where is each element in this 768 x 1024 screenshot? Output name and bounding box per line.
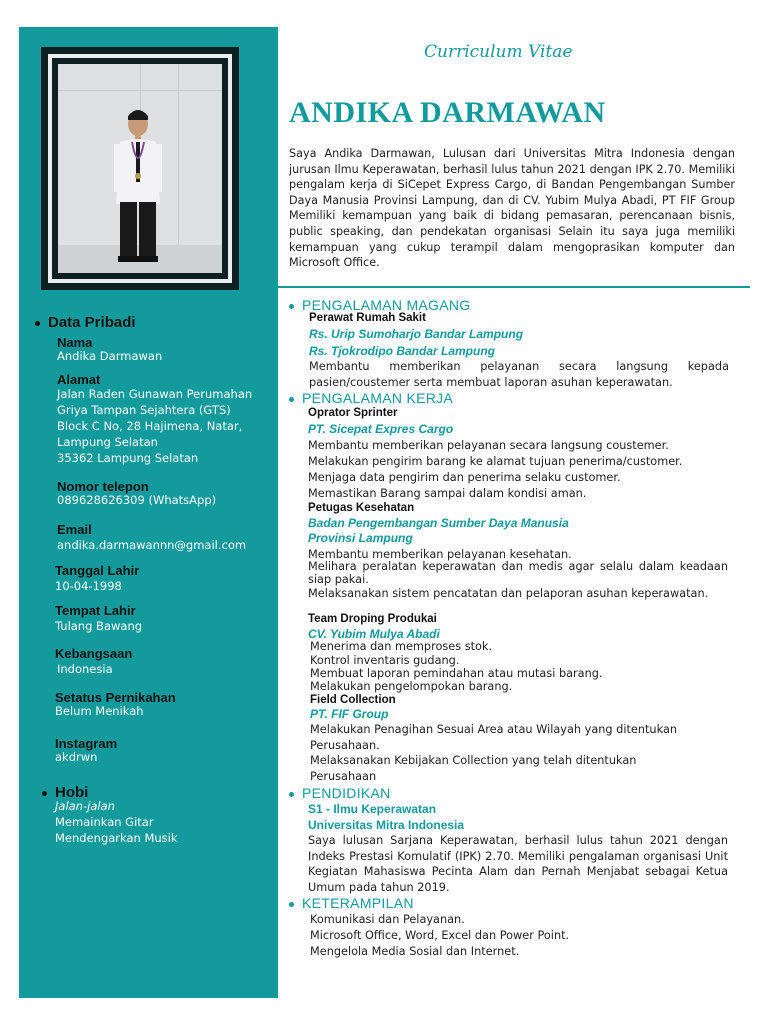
job-duty: Membantu memberikan pelayanan secara langsung coustemer. — [308, 439, 669, 452]
birthdate-label: Tanggal Lahir — [55, 563, 140, 578]
phone-value: 089628626309 (WhatsApp) — [57, 493, 217, 507]
address-line: Lampung Selatan — [57, 435, 158, 449]
education-description: Saya lulusan Sarjana Keperawatan, berhasil lulus tahun 2021 dengan Indeks Prestasi Komulatif (IPK) 2.70. Memiliki pengalaman organisasi Unit Kegiatan Mahasiswa Pecinta Alam dan Pernah Menjabat sebagai Ketua Umum pada tahun 2019. — [308, 834, 728, 894]
hobby-item: Mendengarkan Musik — [55, 831, 178, 845]
divider — [278, 286, 750, 288]
job-duty: Melihara peralatan keperawatan dan medis agar selalu dalam keadaan siap pakai. — [308, 560, 728, 586]
internship-org: Rs. Urip Sumoharjo Bandar Lampung — [309, 327, 524, 341]
skills-heading: KETERAMPILAN — [289, 895, 414, 911]
job-duty: Kontrol inventaris gudang. — [310, 654, 460, 667]
hobby-heading: Hobi — [42, 784, 88, 801]
marital-status-label: Setatus Pernikahan — [55, 690, 176, 705]
bullet-icon — [289, 397, 294, 402]
person-figure — [58, 64, 222, 273]
bullet-icon — [289, 792, 294, 797]
phone-label: Nomor telepon — [57, 479, 149, 494]
skill-item: Microsoft Office, Word, Excel dan Power Point. — [310, 929, 570, 942]
internship-heading: PENGALAMAN MAGANG — [289, 297, 470, 313]
bullet-icon — [289, 304, 294, 309]
job-org: PT. FIF Group — [310, 707, 389, 721]
instagram-value: akdrwn — [55, 750, 98, 764]
nationality-label: Kebangsaan — [55, 646, 133, 661]
work-experience-heading: PENGALAMAN KERJA — [289, 390, 453, 406]
job-duty: Memastikan Barang sampai dalam kondisi aman. — [308, 487, 587, 500]
job-duty: Membuat laporan pemindahan atau mutasi barang. — [310, 667, 603, 680]
job-role: Team Droping Produkai — [308, 613, 437, 625]
job-role: Petugas Kesehatan — [308, 502, 415, 514]
job-duty: Melakukan pengelompokan barang. — [310, 680, 513, 693]
job-duty: Menjaga data pengirim dan penerima selaku customer. — [308, 471, 621, 484]
job-org: PT. Sicepat Expres Cargo — [308, 422, 454, 436]
hobby-item: Memainkan Gitar — [55, 815, 154, 829]
job-role: Oprator Sprinter — [308, 407, 398, 419]
personal-data-heading: Data Pribadi — [35, 314, 136, 331]
education-degree: S1 - Ilmu Keperawatan — [308, 802, 437, 816]
birthdate-value: 10-04-1998 — [55, 579, 122, 593]
job-duty: Melakukan pengirim barang ke alamat tujuan penerima/customer. — [308, 455, 683, 468]
job-org: Badan Pengembangan Sumber Daya Manusia — [308, 516, 569, 530]
page-title: ANDIKA DARMAWAN — [289, 96, 606, 129]
internship-org: Rs. Tjokrodipo Bandar Lampung — [309, 344, 496, 358]
job-duty: Perusahaan. — [310, 739, 380, 752]
profile-summary: Saya Andika Darmawan, Lulusan dari Universitas Mitra Indonesia dengan jurusan Ilmu Keperawatan, berhasil lulus tahun 2021 dengan IPK 2.70. Memiliki pengalam kerja di SiCepet Express Cargo, di Bandan Pengembangan Sumber Daya Manusia Provinsi Lampung, dan di CV. Yubim Mulya Abadi, PT FIF Group Memiliki kemampuan yang baik di bidang pemasaran, perencanaan bisnis, public speaking, dan pendekatan organisasi Selain itu saya juga memiliki kemampuan yang cukup terampil dalam mengoprasikan komputer dan Microsoft Office. — [289, 147, 735, 270]
job-duty: Melaksanakan sistem pencatatan dan pelaporan asuhan keperawatan. — [308, 587, 709, 600]
instagram-label: Instagram — [55, 736, 118, 751]
job-duty: Melaksanakan Kebijakan Collection yang telah ditentukan — [310, 754, 637, 767]
job-duty: Melakukan Penagihan Sesuai Area atau Wilayah yang ditentukan — [310, 723, 678, 736]
profile-photo-frame — [41, 47, 239, 290]
education-heading: PENDIDIKAN — [289, 785, 391, 801]
marital-status-value: Belum Menikah — [55, 704, 144, 718]
cv-title: Curriculum Vitae — [424, 42, 573, 62]
email-value: andika.darmawannn@gmail.com — [57, 538, 247, 552]
name-value: Andika Darmawan — [57, 349, 163, 363]
email-label: Email — [57, 522, 92, 537]
address-line: Jalan Raden Gunawan Perumahan — [57, 387, 253, 401]
bullet-icon — [289, 902, 294, 907]
job-org: CV. Yubim Mulya Abadi — [308, 627, 440, 641]
job-role: Field Collection — [310, 694, 396, 706]
internship-role: Perawat Rumah Sakit — [309, 312, 426, 324]
job-duty: Membantu memberikan pelayanan kesehatan. — [308, 548, 572, 561]
address-line: Block C No, 28 Hajimena, Natar, — [57, 419, 243, 433]
bullet-icon — [42, 791, 47, 796]
name-label: Nama — [57, 335, 93, 350]
address-line: 35362 Lampung Selatan — [57, 451, 199, 465]
skill-item: Mengelola Media Sosial dan Internet. — [310, 945, 520, 958]
address-line: Griya Tampan Sejahtera (GTS) — [57, 403, 231, 417]
job-duty: Menerima dan memproses stok. — [310, 640, 493, 653]
job-org: Provinsi Lampung — [308, 531, 413, 545]
skill-item: Komunikasi dan Pelayanan. — [310, 913, 465, 926]
internship-description: Membantu memberikan pelayanan secara langsung kepada pasien/coustemer serta membuat laporan asuhan keperawatan. — [309, 360, 729, 389]
birthplace-value: Tulang Bawang — [55, 619, 143, 633]
hobby-item: Jalan-jalan — [55, 799, 115, 813]
bullet-icon — [35, 321, 40, 326]
nationality-value: Indonesia — [57, 662, 113, 676]
address-label: Alamat — [57, 372, 101, 387]
profile-photo — [58, 64, 222, 273]
birthplace-label: Tempat Lahir — [55, 603, 136, 618]
job-duty: Perusahaan — [310, 770, 377, 783]
education-school: Universitas Mitra Indonesia — [308, 818, 465, 832]
